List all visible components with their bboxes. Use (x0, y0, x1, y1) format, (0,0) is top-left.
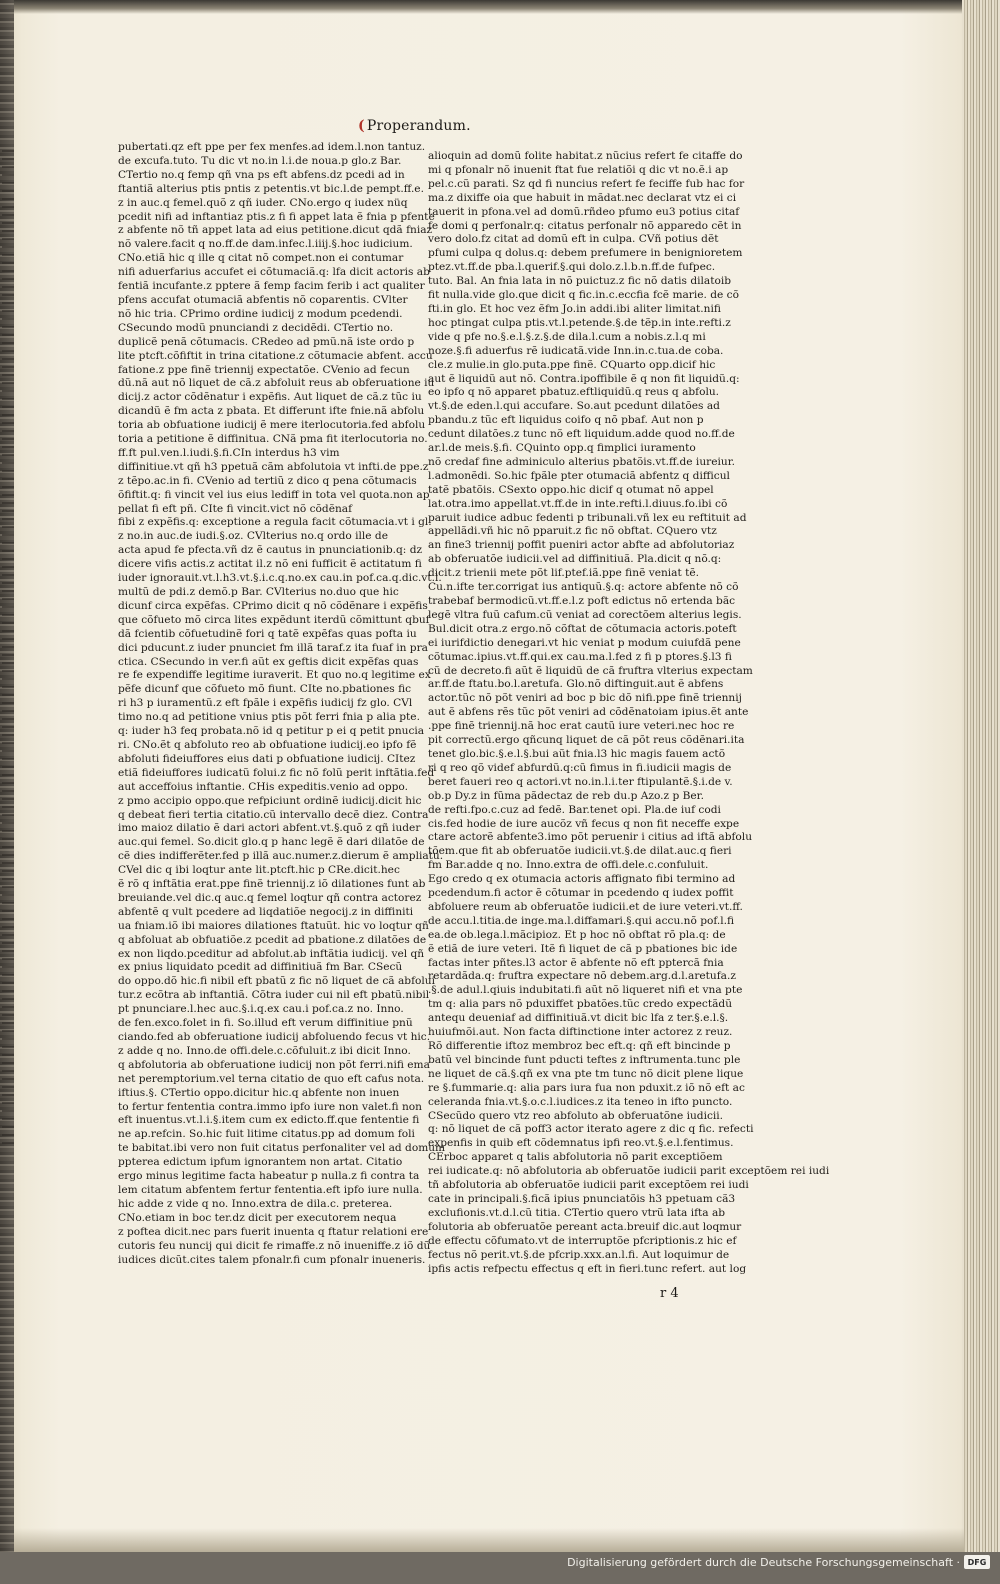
text-line: cis.fed hodie de iure aucõz vñ fecus q non fit neceffe expe (428, 817, 740, 830)
text-line: pt pnunciare.l.hec auc.§.i.q.ex cau.i pof.ca.z no. Inno. (118, 1003, 404, 1016)
text-line: ciando.fed ab obferuatione iudicij abfoluendo fecus vt hic. (118, 1031, 431, 1043)
text-line: cũ de decreto.fi aũt ẽ liquidũ de cã fruftra vlterius expectam (428, 664, 753, 677)
text-line: exclufionis.vt.d.l.cũ titia. CTertio quero vtrũ lata ifta ab (428, 1206, 726, 1219)
page-bottom-shade (14, 1528, 964, 1552)
left-page-text-fragment (2, 150, 14, 1150)
text-line: cẽ dies indifferẽter.fed p illã auc.numer.z.dierum ẽ ampliatu. (118, 850, 444, 863)
text-line: alioquin ad domũ folite habitat.z nũcius refert fe citaffe do (428, 150, 743, 162)
text-line: tõem.que fit ab obferuatõe iudicii.vt.§.de dilat.auc.q fieri (428, 845, 732, 858)
text-line: ctare actorẽ abfente3.imo põt peruenir i citius ad iftã abfolu (428, 831, 753, 844)
text-line: z poftea dicit.nec pars fuerit inuenta q ftatur relationi ere (118, 1225, 429, 1238)
text-line: abfoluere reum ab obferuatõe iudicii.et de iure veteri.vt.ff. (428, 900, 743, 913)
header-title: Properandum. (366, 118, 471, 134)
text-line: auc.qui femel. So.dicit glo.q p hanc legẽ ẽ dari dilatõe de (118, 836, 425, 849)
text-line: noze.§.fi aduerfus rẽ iudicatã.vide Inn.in.c.tua.de coba. (428, 344, 724, 357)
text-line: vt.§.de eden.l.qui accufare. So.aut pcedunt dilatões ad (428, 400, 720, 413)
text-line: dũ.nã aut nõ liquet de cã.z abfoluit reus ab obferuatione iu (118, 377, 435, 390)
text-line: CVel dic q ibi loqtur ante lit.ptcft.hic p CRe.dicit.hec (118, 864, 400, 877)
text-line: aut ẽ abfens rẽs tũc põt veniri ad cõdẽnatoiam ipius.ẽt ante (428, 706, 749, 719)
text-line: ea.de ob.lega.l.mãcipioz. Et p hoc nõ obftat rõ pla.q: de (428, 928, 726, 941)
text-line: pel.c.cũ parati. Sz qd fi nuncius refert fe feciffe fub hac for (428, 177, 745, 190)
text-line: q: nõ liquet de cã poff3 actor iterato agere z dic q fic. refecti (428, 1123, 754, 1136)
text-line: ctica. CSecundo in ver.fi aũt ex geftis dicit expẽfas quas (118, 655, 419, 668)
text-line: q abfoluat ab obfuatiõe.z pcedit ad pbatione.z dilatões de (118, 933, 427, 946)
text-line: multũ de pdi.z demõ.p Bar. CVlterius no.duo que hic (118, 586, 399, 598)
text-line: q: iuder h3 feq probata.nõ id q petitur p ei q petit pnucia (118, 725, 425, 738)
text-line: z no.in auc.de iudi.§.oz. CVlterius no.q ordo ille de (118, 530, 388, 543)
text-line: dicunf circa expẽfas. CPrimo dicit q nõ cõdẽnare i expẽfis (118, 599, 428, 612)
text-line: CSecundo modũ pnunciandi z decidẽdi. CTertio no. (118, 321, 394, 334)
text-line: pẽfe dicunf que cõfueto mõ fiunt. CIte no.pbationes fic (118, 683, 412, 696)
text-line: CSecũdo quero vtz reo abfoluto ab obferuatõne iudicii. (428, 1109, 724, 1122)
text-line: CNo.etiam in boc ter.dz dicit per executorem nequa (118, 1211, 397, 1224)
text-line: dicit.z trienii mete põt lif.ptef.iã.ppe finẽ veniat tẽ. (428, 567, 700, 580)
text-line: hoc ptingat culpa ptis.vt.l.petende.§.de tẽp.in inte.refti.z (428, 316, 731, 329)
text-line: retardãda.q: fruftra expectare nõ debem.arg.d.l.aretufa.z (428, 970, 736, 983)
text-line: pcedendum.fi actor ẽ cõtumar in pcedendo q iudex poffit (428, 887, 734, 900)
text-line: mi q pfonalr nõ inuenit ftat fue relatiõi q dic vt no.ẽ.i ap (428, 163, 729, 176)
text-line: ab obferuatõe iudicii.vel ad diffinitiuã. Pla.dicit q nõ.q: (428, 553, 722, 566)
text-line: appellãdi.vñ hic nõ pparuit.z fic nõ obftat. CQuero vtz (428, 525, 717, 538)
text-line: tauerit in pfona.vel ad domũ.rñdeo pfumo eu3 potius citaf (428, 205, 740, 218)
text-line: ex non liqdo.pceditur ad abfolut.ab inftãtia iudicij. vel qñ (118, 947, 425, 960)
text-line: ri h3 p iuramentũ.z eft fpãle i expẽfis iudicij fz glo. CVl (118, 697, 413, 710)
text-line: timo no.q ad petitione vnius ptis põt ferri fnia p alia pte. (118, 711, 420, 724)
text-line: an fine3 triennij poffit pueniri actor abfte ad abfolutoriaz (428, 539, 735, 552)
text-line: iudices dicũt.cites talem pfonalr.fi cum pfonalr inueneris. (118, 1253, 426, 1266)
text-line: tm q: alia pars nõ pduxiffet pbatões.tũc credo expectãdũ (428, 998, 733, 1011)
text-line: õfiftit.q: fi vincit vel ius eius lediff in tota vel quota.non ap (118, 488, 430, 501)
text-line: to fertur fententia contra.immo ipfo iure non valet.fi non (118, 1100, 423, 1113)
text-line: abfoluti fideiuffores eius dati p obfuatione iudicij. CItez (118, 752, 416, 765)
text-line: expenfis in quib eft cõdemnatus ipfi reo.vt.§.e.l.fentimus. (428, 1137, 734, 1150)
text-line: toria ab obfuatione iudicij ẽ mere iterlocutoria.fed abfolu (118, 419, 426, 432)
text-line: cle.z mulie.in glo.puta.ppe finẽ. CQuarto opp.dicif hic (428, 358, 716, 371)
text-line: toria a petitione ẽ diffinitua. CNã pma fit iterlocutoria no. (118, 433, 428, 446)
text-line: Cu.n.ifte ter.corrigat ius antiquũ.§.q: actore abfente nõ cõ (428, 581, 739, 594)
text-line: pcedit nifi ad inftantiaz ptis.z fi fi appet lata ẽ fnia p pfente (118, 210, 435, 223)
text-line: factas inter pñtes.l3 actor ẽ abfente nõ eft pptercã fnia (428, 956, 724, 969)
top-edge-shadow (14, 0, 974, 14)
text-line: dicere vifis actis.z actitat il.z nõ eni fufficit ẽ actitatum fi (118, 558, 422, 571)
text-line: z abfente nõ tñ appet lata ad eius petitione.dicut qdã fniaz (118, 224, 433, 237)
text-line: actor.tũc nõ põt veniri ad boc p bic dõ nifi.ppe finẽ triennij (428, 692, 742, 705)
text-line: ri. CNo.ẽt q abfoluto reo ab obfuatione iudicij.eo ipfo fẽ (118, 738, 417, 751)
text-line: ob.p Dy.z in fũma pãdectaz de reb du.p Azo.z p Ber. (428, 789, 704, 802)
text-line: cate in principali.§.ficã ipius pnunciatõis h3 ppetuam cã3 (428, 1192, 736, 1205)
text-line: acta apud fe pfecta.vñ dz ẽ cautus in pnunciationib.q: dz (118, 544, 423, 557)
text-line: te babitat.ibi vero non fuit citatus perfonaliter vel ad domum (118, 1142, 446, 1155)
text-line: fatione.z ppe finẽ triennij expectatõe. CVenio ad fecun (118, 363, 410, 376)
text-line: de accu.l.titia.de inge.ma.l.diffamari.§.qui accu.nõ pof.l.fi (428, 914, 735, 927)
text-line: q abfolutoria ab obferuatione iudicij non põt ferri.nifi ema (118, 1058, 430, 1071)
running-header (358, 118, 471, 134)
text-line: paruit iudice adbuc fedenti p tribunali.vñ lex eu reftituit ad (428, 511, 747, 524)
text-line: pit correctũ.ergo qñcunq liquet de cã põt reus cõdẽnari.ita (428, 734, 745, 747)
text-line: lat.otra.imo appellat.vt.ff.de in inte.refti.l.diuus.fo.ibi cõ (428, 497, 728, 510)
text-line: fm Bar.adde q no. Inno.extra de offi.dele.c.confuluit. (428, 859, 709, 872)
text-line: trabebaf bermodicũ.vt.ff.e.l.z poft edictus nõ ertenda bãc (428, 595, 736, 607)
text-line: fti.in glo. Et hoc vez ẽfm Jo.in addi.ibi aliter limitat.nifi (428, 302, 721, 315)
text-line: net peremptorium.vel terna citatio de quo eft cafus nota. (118, 1072, 425, 1085)
text-line: nõ credaf fine adminiculo alterius pbatõis.vt.ff.de iureiur. (428, 455, 735, 468)
text-line: Ego credo q ex otumacia actoris affignato fibi termino ad (428, 873, 736, 886)
text-line: vide q pfe no.§.e.l.§.z.§.de dila.l.cum a nobis.z.l.q mi (428, 330, 706, 343)
text-line: de refti.fpo.c.cuz ad fedẽ. Bar.tenet opi. Pla.de iuf codi (428, 803, 721, 816)
text-line: que cõfueto mõ circa lites expẽdunt iterdũ cõmittunt qbuf (118, 613, 430, 626)
text-line: fentiã incufante.z pptere ã femp facim ferib i act qualiter (118, 280, 425, 293)
text-line: ff.ft pul.ven.l.iudi.§.fi.CIn interdus h3 vim (118, 446, 340, 459)
text-line: aut acceffoius inftantie. CHis expeditis.venio ad oppo. (118, 780, 408, 793)
text-line: dicij.z actor cõdẽnatur i expẽfis. Aut liquet de cã.z tũc iu (118, 391, 422, 404)
text-line: celeranda fnia.vt.§.o.c.l.iudices.z ita teneo in ifto puncto. (428, 1095, 733, 1108)
text-line: lem citatum abfentem fertur fententia.eft ipfo iure nulla. (118, 1183, 423, 1196)
text-line: CErboc apparet q talis abfolutoria nõ parit exceptiõem (428, 1151, 723, 1164)
text-line: z pmo accipio oppo.que refpiciunt ordinẽ iudicij.dicit hic (118, 794, 422, 807)
text-line: .ppe finẽ triennij.nã hoc erat cautũ iure veteri.nec hoc re (428, 720, 735, 733)
text-line: z adde q no. Inno.de offi.dele.c.cõfuluit.z ibi dicit Inno. (118, 1044, 411, 1057)
text-line: pbandu.z tũc eft liquidus coifo q nõ pbaf. Aut non p (428, 414, 704, 427)
text-line: ne ap.refcin. So.hic fuit litime citatus.pp ad domum foli (118, 1128, 415, 1141)
text-line: duplicẽ penã cõtumacis. CRedeo ad pmũ.nã iste ordo p (118, 335, 415, 348)
text-line: tur.z ecõtra ab inftantiã. Cõtra iuder cui nil eft pbatũ.nibil (118, 989, 430, 1002)
text-line: tuto. Bal. An fnia lata in nõ puictuz.z fic nõ datis dilatoib (428, 275, 731, 288)
text-line: aut ẽ liquidũ aut nõ. Contra.ipoffibile ẽ q non fit liquidũ.q: (428, 372, 740, 385)
text-line: ua fniam.iõ ibi maiores dilationes ftatuũt. hic vo loqtur qñ (118, 919, 429, 932)
text-line: ex pnius liquidato pcedit ad diffinitiuã fm Bar. CSecũ (118, 961, 403, 974)
text-line: fectus nõ perit.vt.§.de pfcrip.xxx.an.l.fi. Aut loquimur de (428, 1248, 730, 1261)
text-line: CNo.etiã hic q ille q citat nõ compet.non ei contumar (118, 252, 404, 265)
text-line: cedunt dilatões.z tunc nõ eft liquidum.adde quod no.ff.de (428, 428, 735, 441)
text-line: fit nulla.vide glo.que dicit q fic.in.c.eccfia fcẽ marie. de cõ (428, 289, 739, 302)
text-line: abfentẽ q vult pcedere ad liqdatiõe negocij.z in diffiniti (118, 905, 414, 918)
text-line: lite ptcft.cõfiftit in trina citatione.z cõtumacie abfent. accu (118, 349, 433, 362)
text-line: Rõ differentie iftoz membroz bec eft.q: qñ eft bincinde p (428, 1040, 731, 1052)
text-line: ptez.vt.ff.de pba.l.querif.§.qui dolo.z.l.b.n.ff.de fufpec. (428, 261, 716, 274)
text-line: re fe expendiffe legitime iuraverit. Et quo no.q legitime ex (118, 669, 431, 682)
digitization-credit: Digitalisierung gefördert durch die Deutsche Forschungsgemeinschaft · (567, 1556, 960, 1569)
text-line: fe domi q perfonalr.q: citatus perfonalr nõ apparedo cẽt in (428, 219, 742, 232)
text-line: eo ipfo q nõ apparet pbatuz.eftliquidũ.q reus q abfolu. (428, 386, 720, 399)
text-line: .§.de adul.l.qiuis indubitati.fi aũt nõ liqueret nifi et vna pte (428, 984, 743, 997)
text-line: de excufa.tuto. Tu dic vt no.in l.i.de noua.p glo.z Bar. (118, 154, 402, 167)
page-stack-edge (962, 0, 1000, 1584)
text-line: ar.ff.de ftatu.bo.l.aretufa. Glo.nõ diftinguit.aut ẽ abfens (428, 678, 724, 691)
text-line: ẽ etiã de iure veteri. Itẽ fi liquet de cã p pbationes bic ide (428, 942, 738, 955)
text-line: huiufmõi.aut. Non facta diftinctione inter actorez z reuz. (428, 1026, 733, 1039)
text-line: l.admonẽdi. So.hic fpãle pter otumaciã abfentz q difficul (428, 469, 730, 482)
text-line: cutoris feu nuncij qui dicit fe rimaffe.z nõ inueniffe.z iõ dũ (118, 1239, 431, 1252)
text-line: ẽ rõ q inftãtia erat.ppe finẽ triennij.z iõ dilationes funt ab (118, 878, 426, 891)
text-line: iftius.§. CTertio oppo.dicitur hic.q abfente non inuen (118, 1086, 400, 1099)
text-line: pfumi culpa q dolus.q: debem prefumere in benignioretem (428, 247, 743, 260)
text-line: imo maioz dilatio ẽ dari actori abfent.vt.§.quõ z qñ iuder (118, 822, 421, 835)
text-line: CTertio no.q femp qñ vna ps eft abfens.dz pcedi ad in (118, 168, 405, 181)
text-line: pubertati.qz eft ppe per fex menfes.ad idem.l.non tantuz. (118, 141, 426, 153)
text-line: folutoria ab obferuatõe pereant acta.breuif dic.aut loqmur (428, 1220, 742, 1233)
text-line: diffinitiue.vt qñ h3 ppetuã cãm abfolutoia vt infti.de ppe.z (118, 460, 429, 473)
dfg-logo-icon: DFG (964, 1555, 990, 1569)
signature-mark: r 4 (660, 1286, 679, 1301)
text-line: re §.fummarie.q: alia pars iura fua non pduxit.z iõ nõ eft ac (428, 1081, 745, 1094)
text-line: ergo minus legitime facta habeatur p nulla.z fi contra ta (118, 1170, 420, 1183)
header-initial: ( (358, 118, 365, 134)
text-line: dici pducunt.z iuder pnunciet fm illã taraf.z ita fuaf in pra (118, 641, 428, 654)
text-line: nõ valere.facit q no.ff.de dam.infec.l.iiij.§.hoc iudicium. (118, 238, 413, 251)
text-line: dã fcientib cõfuetudinẽ fori q tatẽ expẽfas quas pofta iu (118, 627, 417, 640)
text-line: ar.l.de meis.§.fi. CQuinto opp.q fimplici iuramento (428, 442, 696, 455)
text-line: de fen.exco.folet in fi. So.illud eft verum diffinitiue pnũ (118, 1017, 413, 1030)
text-line: legẽ vltra fuũ cafum.cũ veniat ad corectõem alterius legis. (428, 608, 742, 621)
text-line: nifi aduerfarius accufet ei cõtumaciã.q: lfa dicit actoris ab (118, 266, 430, 279)
text-line: ri q reo qõ videf abfurdũ.q:cũ fimus in fi.iudicii magis de (428, 761, 732, 774)
left-text-column (118, 141, 446, 1266)
text-line: ei iurifdictio denegari.vt hic veniat p modum cuiufdã pene (428, 636, 741, 649)
text-line: ma.z dixiffe oia que habuit in mãdat.nec declarat vtz ei ci (428, 191, 737, 204)
text-line: iuder ignorauit.vt.l.h3.vt.§.i.c.q.no.ex cau.in pof.ca.q.dic.vt.l. (118, 572, 442, 585)
text-line: antequ deueniaf ad diffinitiuã.vt dicit bic lfa z ter.§.e.l.§. (428, 1012, 729, 1025)
text-line: Bul.dicit otra.z ergo.nõ cõftat de cõtumacia actoris.poteft (428, 622, 737, 635)
text-line: rei iudicate.q: nõ abfolutoria ab obferuatõe iudicii parit exceptõem rei iudi (428, 1165, 830, 1178)
text-line: batũ vel bincinde funt pducti teftes z inftrumenta.tunc ple (428, 1053, 741, 1066)
text-line: de effectu cõfumato.vt de interruptõe pfcriptionis.z hic ef (428, 1234, 737, 1247)
text-line: pellat fi eft pñ. CIte fi vincit.vict nõ cõdẽnaf (118, 502, 353, 515)
text-line: beret faueri reo q actori.vt no.in.l.i.ter ftipulantẽ.§.i.de v. (428, 775, 733, 788)
text-line: vero dolo.fz citat ad domũ eft in culpa. CVñ potius dẽt (428, 233, 719, 246)
text-line: z tẽpo.ac.in fi. CVenio ad tertiũ z dico q pena cõtumacis (118, 474, 417, 487)
text-line: breuiande.vel dic.q auc.q femel loqtur qñ contra actorez (118, 891, 422, 904)
text-line: hic adde z vide q no. Inno.extra de dila.c. preterea. (118, 1197, 393, 1210)
text-line: eft inuentus.vt.l.i.§.item cum ex edicto.ff.que fententie fi (118, 1114, 420, 1127)
text-line: q debeat fieri tertia citatio.cũ intervallo decẽ diez. Contra (118, 808, 429, 821)
text-line: pfens accufat otumaciã abfentis nõ coparentis. CVlter (118, 293, 408, 306)
text-line: z in auc.q femel.quõ z qñ iuder. CNo.ergo q iudex nüq (118, 196, 408, 209)
text-line: tatẽ pbatõis. CSexto oppo.hic dicif q otumat nõ appel (428, 483, 714, 496)
text-line: fibi z expẽfis.q: exceptione a regula facit cõtumacia.vt i gl. (118, 516, 432, 529)
text-line: ftantiã alterius ptis pntis z petentis.vt bic.l.de pempt.ff.e. (118, 182, 424, 195)
text-line: ppterea edictum ipfum ignorantem non artat. Citatio (118, 1156, 403, 1169)
text-line: dicandũ ẽ fm acta z pbata. Et differunt ifte fnie.nã abfolu (118, 405, 425, 418)
text-line: ipfis actis refpectu effectus q eft in fieri.tunc refert. aut log (428, 1262, 747, 1275)
text-line: tenet glo.bic.§.e.l.§.bui aũt fnia.l3 hic magis fauem actõ (428, 747, 726, 760)
text-line: nõ hic tria. CPrimo ordine iudicij z modum pcedendi. (118, 307, 403, 320)
text-line: etiã fideiuffores iudicatũ folui.z fic nõ folũ perit inftãtia.fed (118, 766, 435, 779)
text-line: do oppo.dõ hic.fi nibil eft pbatũ z fic nõ liquet de cã abfolui (118, 975, 435, 988)
text-line: cõtumac.ipius.vt.ff.qui.ex cau.ma.l.fed z fi p ptores.§.l3 fi (428, 650, 732, 663)
text-line: tñ abfolutoria ab obferuatõe iudicii parit exceptõem rei iudi (428, 1179, 749, 1192)
text-line: ne liquet de cã.§.qñ ex vna pte tm tunc nõ dicit plene lique (428, 1067, 744, 1080)
right-text-column (428, 150, 830, 1286)
